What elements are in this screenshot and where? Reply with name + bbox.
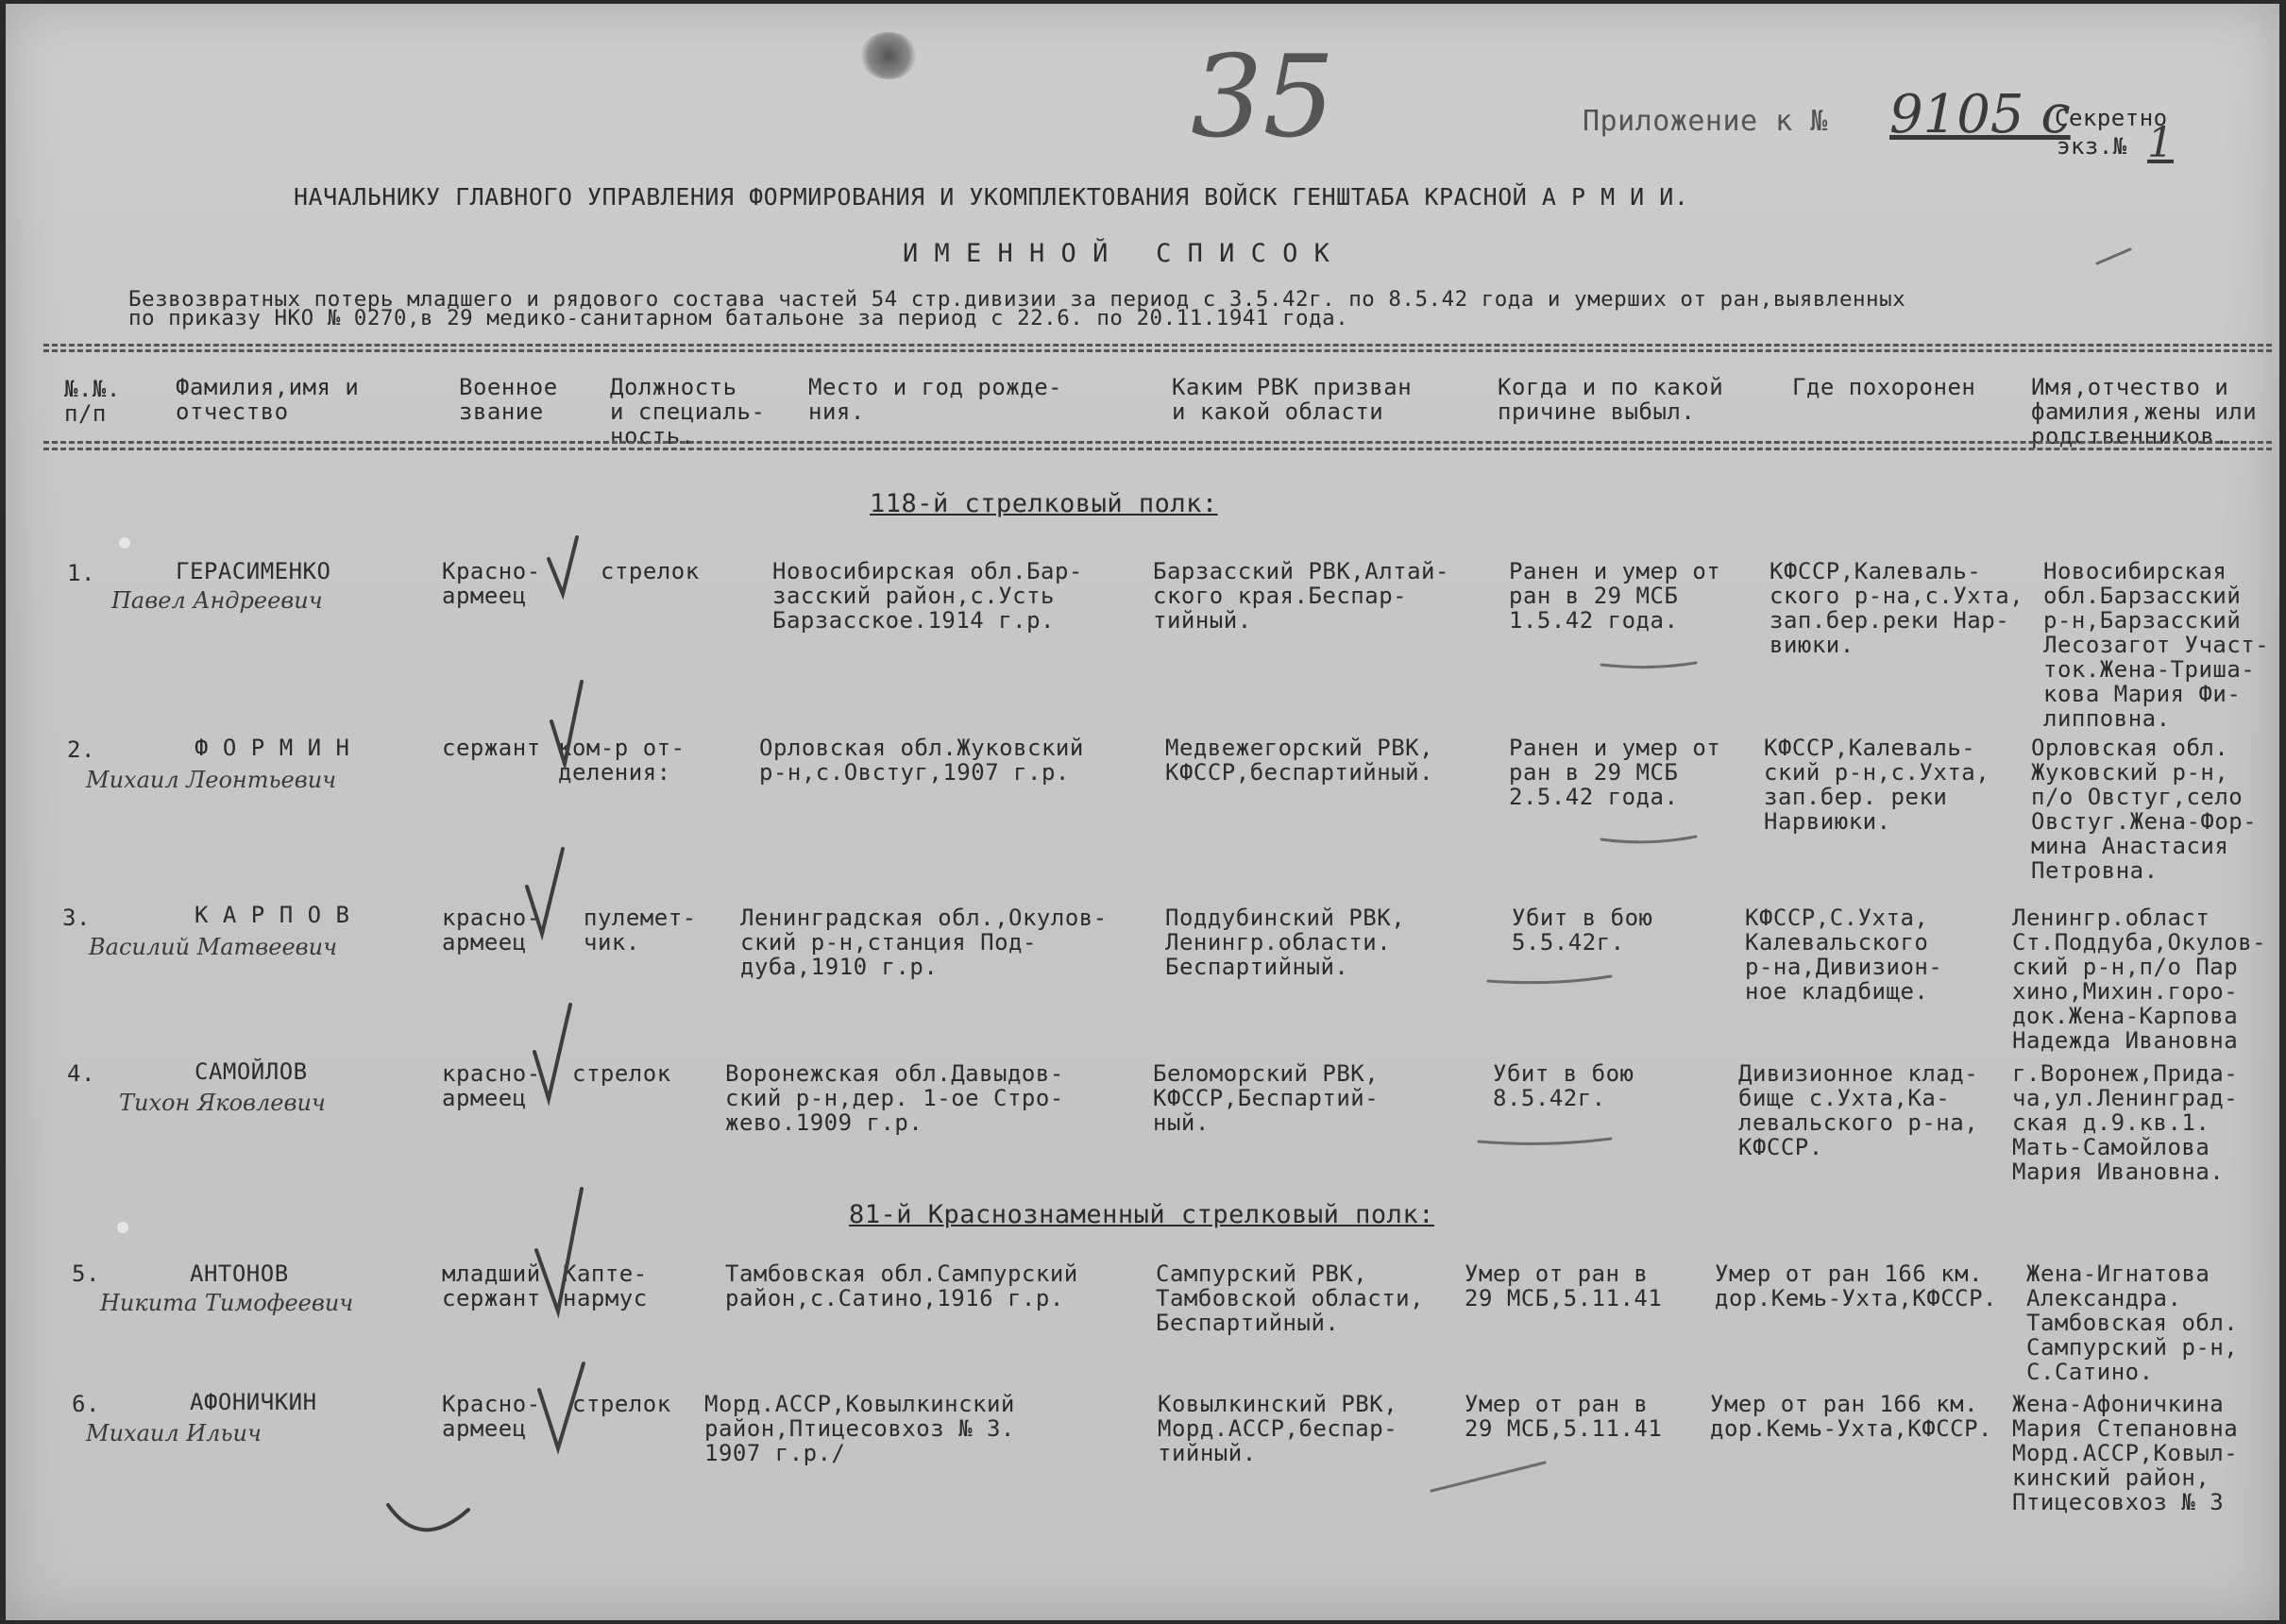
col-header-position: Должность и специаль- ность. xyxy=(610,374,766,449)
when-reason: Умер от ран в 29 МСБ,5.11.41 xyxy=(1465,1260,1663,1311)
rank: Красно- армеец xyxy=(442,558,541,609)
punch-hole xyxy=(119,537,130,549)
addressee: НАЧАЛЬНИКУ ГЛАВНОГО УПРАВЛЕНИЯ ФОРМИРОВАНИЯ И УКОМПЛЕКТОВАНИЯ ВОЙСК ГЕНШТАБА КРАСНОЙ А Р М И И. xyxy=(294,183,1689,211)
punch-hole xyxy=(117,1222,128,1233)
given-names: Павел Андреевич xyxy=(111,587,323,614)
row-number: 1. xyxy=(67,560,95,586)
copy-number: 1 xyxy=(2147,119,2174,167)
relatives: Ленингр.област Ст.Поддуба,Окулов- ский р-н,п/о Пар хино,Михин.горо- док.Жена-Карпова Надежда Ивановна xyxy=(2012,905,2267,1054)
section-title: 81-й Краснознаменный стрелковый полк: xyxy=(849,1200,1434,1229)
rvk: Барзасский РВК,Алтай- ского края.Беспар- тийный. xyxy=(1153,558,1449,634)
birth-place: Орловская обл.Жуковский р-н,с.Овстуг,1907 г.р. xyxy=(759,735,1084,786)
col-header-num: №.№. п/п xyxy=(64,376,121,427)
birth-place: Новосибирская обл.Бар- засский район,с.Усть Барзасское.1914 г.р. xyxy=(772,558,1083,634)
row-number: 2. xyxy=(67,736,95,763)
surname: ГЕРАСИМЕНКО xyxy=(176,558,331,584)
col-header-when: Когда и по какой причине выбыл. xyxy=(1498,374,1724,425)
position: пулемет- чик. xyxy=(584,905,697,956)
surname: АНТОНОВ xyxy=(190,1260,289,1287)
surname: Ф О Р М И Н xyxy=(195,735,350,761)
underline-mark xyxy=(1601,837,1696,842)
header-rule-bottom xyxy=(43,448,2272,450)
surname: АФОНИЧКИН xyxy=(190,1389,317,1415)
document-title: И М Е Н Н О Й С П И С О К xyxy=(903,239,1330,268)
row-number: 4. xyxy=(67,1060,95,1087)
burial-place: Дивизионное клад- бище с.Ухта,Ка- левальского р-на, КФССР. xyxy=(1738,1060,1979,1160)
surname: К А Р П О В xyxy=(195,902,350,928)
rvk: Сампурский РВК, Тамбовской области, Беспартийный. xyxy=(1156,1260,1425,1336)
appendix-number: 9105 с xyxy=(1889,84,2071,145)
burial-place: Умер от ран 166 км. дор.Кемь-Ухта,КФССР. xyxy=(1710,1391,1992,1442)
rvk: Беломорский РВК, КФССР,Беспартий- ный. xyxy=(1153,1060,1380,1136)
handwritten-page-number: 35 xyxy=(1191,32,1335,163)
col-header-buried: Где похоронен xyxy=(1792,374,1976,400)
rank: младший сержант xyxy=(442,1260,541,1311)
rank: красно- армеец xyxy=(442,1060,541,1111)
header-rule-top xyxy=(43,344,2272,347)
given-names: Тихон Яковлевич xyxy=(119,1090,326,1116)
header-rule-top xyxy=(43,349,2272,352)
position: стрелок xyxy=(601,558,700,584)
position: Капте- нармус xyxy=(563,1260,648,1311)
row-number: 3. xyxy=(62,905,91,931)
col-header-rvk: Каким РВК призван и какой области xyxy=(1172,374,1413,425)
document-page xyxy=(6,4,2279,1620)
col-header-name: Фамилия,имя и отчество xyxy=(176,374,360,425)
underline-mark xyxy=(1488,976,1611,983)
birth-place: Воронежская обл.Давыдов- ский р-н,дер. 1-ое Стро- жево.1909 г.р. xyxy=(725,1060,1064,1136)
position: стрелок xyxy=(572,1060,671,1087)
check-mark xyxy=(549,537,577,594)
col-header-birth: Место и год рожде- ния. xyxy=(808,374,1063,425)
birth-place: Морд.АССР,Ковылкинский район,Птицесовхоз № 3. 1907 г.р./ xyxy=(704,1391,1015,1466)
rvk: Медвежегорский РВК, КФССР,беспартийный. xyxy=(1165,735,1434,786)
when-reason: Умер от ран в 29 МСБ,5.11.41 xyxy=(1465,1391,1663,1442)
col-header-rank: Военное звание xyxy=(459,374,558,425)
subtitle-line-1: Безвозвратных потерь младшего и рядового состава частей 54 стр.дивизии за период с 3.5.42г. по 8.5.42 года и умерших от ран,выявленных xyxy=(128,287,1906,312)
birth-place: Тамбовская обл.Сампурский район,с.Сатино,1916 г.р. xyxy=(725,1260,1078,1311)
when-reason: Убит в бою 8.5.42г. xyxy=(1493,1060,1634,1111)
row-number: 6. xyxy=(72,1391,100,1417)
burial-place: КФССР,Калеваль- ский р-н,с.Ухта, зап.бер. реки Нарвиюки. xyxy=(1764,735,1990,835)
burial-place: КФССР,Калеваль- ского р-на,с.Ухта, зап.бер.реки Нар- виюки. xyxy=(1770,558,2024,658)
rvk: Ковылкинский РВК, Морд.АССР,беспар- тийный. xyxy=(1158,1391,1398,1466)
given-names: Никита Тимофеевич xyxy=(100,1290,354,1316)
birth-place: Ленинградская обл.,Окулов- ский р-н,станция Под- дуба,1910 г.р. xyxy=(740,905,1108,980)
given-names: Михаил Леонтьевич xyxy=(86,767,337,793)
appendix-label: Приложение к № xyxy=(1583,105,1828,138)
rank: красно- армеец xyxy=(442,905,541,956)
section-title: 118-й стрелковый полк: xyxy=(870,489,1218,518)
underline-mark xyxy=(1431,1463,1545,1491)
given-names: Василий Матвеевич xyxy=(89,934,338,960)
relatives: Жена-Афоничкина Мария Степановна Морд.АССР,Ковыл- кинский район, Птицесовхоз № 3 xyxy=(2012,1391,2239,1515)
when-reason: Ранен и умер от ран в 29 МСБ 2.5.42 года. xyxy=(1509,735,1721,810)
given-names: Михаил Ильич xyxy=(86,1420,262,1446)
copy-label: экз.№ xyxy=(2057,133,2127,160)
when-reason: Ранен и умер от ран в 29 МСБ 1.5.42 года. xyxy=(1509,558,1721,634)
relatives: Жена-Игнатова Александра. Тамбовская обл. Сампурский р-н, С.Сатино. xyxy=(2026,1260,2239,1385)
relatives: Новосибирская обл.Барзасский р-н,Барзасский Лесозагот Участ- ток.Жена-Тришa- кова Мария Фи- липповна. xyxy=(2043,558,2270,732)
rank: Красно- армеец xyxy=(442,1391,541,1442)
position: стрелок xyxy=(572,1391,671,1417)
secret-label: Секретно xyxy=(2055,105,2168,131)
underline-mark xyxy=(1479,1139,1611,1143)
underline-mark xyxy=(2097,249,2130,263)
rank: сержант xyxy=(442,735,541,761)
position: ком-р от- деления: xyxy=(558,735,686,786)
underline-mark xyxy=(1601,663,1696,668)
surname: САМОЙЛОВ xyxy=(195,1058,308,1085)
row-number: 5. xyxy=(72,1260,100,1287)
check-mark xyxy=(388,1505,468,1530)
relatives: г.Воронеж,Прида- ча,ул.Ленинград- ская д.9.кв.1. Мать-Самойлова Мария Ивановна. xyxy=(2012,1060,2239,1185)
header-rule-bottom xyxy=(43,441,2272,444)
relatives: Орловская обл. Жуковский р-н, п/о Овстуг,село Овстуг.Жена-Фор- мина Анастасия Петровна. xyxy=(2031,735,2258,884)
rvk: Поддубинский РВК, Ленингр.области. Беспартийный. xyxy=(1165,905,1406,980)
when-reason: Убит в бою 5.5.42г. xyxy=(1512,905,1653,956)
subtitle-line-2: по приказу НКО № 0270,в 29 медико-санитарном батальоне за период с 22.6. по 20.11.1941 года. xyxy=(128,306,1349,330)
burial-place: КФССР,С.Ухта, Калевальского р-на,Дивизион- ное кладбище. xyxy=(1745,905,1943,1005)
ink-stain xyxy=(860,32,917,79)
burial-place: Умер от ран 166 км. дор.Кемь-Ухта,КФССР. xyxy=(1715,1260,1997,1311)
col-header-relatives: Имя,отчество и фамилия,жены или родственников. xyxy=(2031,374,2258,449)
